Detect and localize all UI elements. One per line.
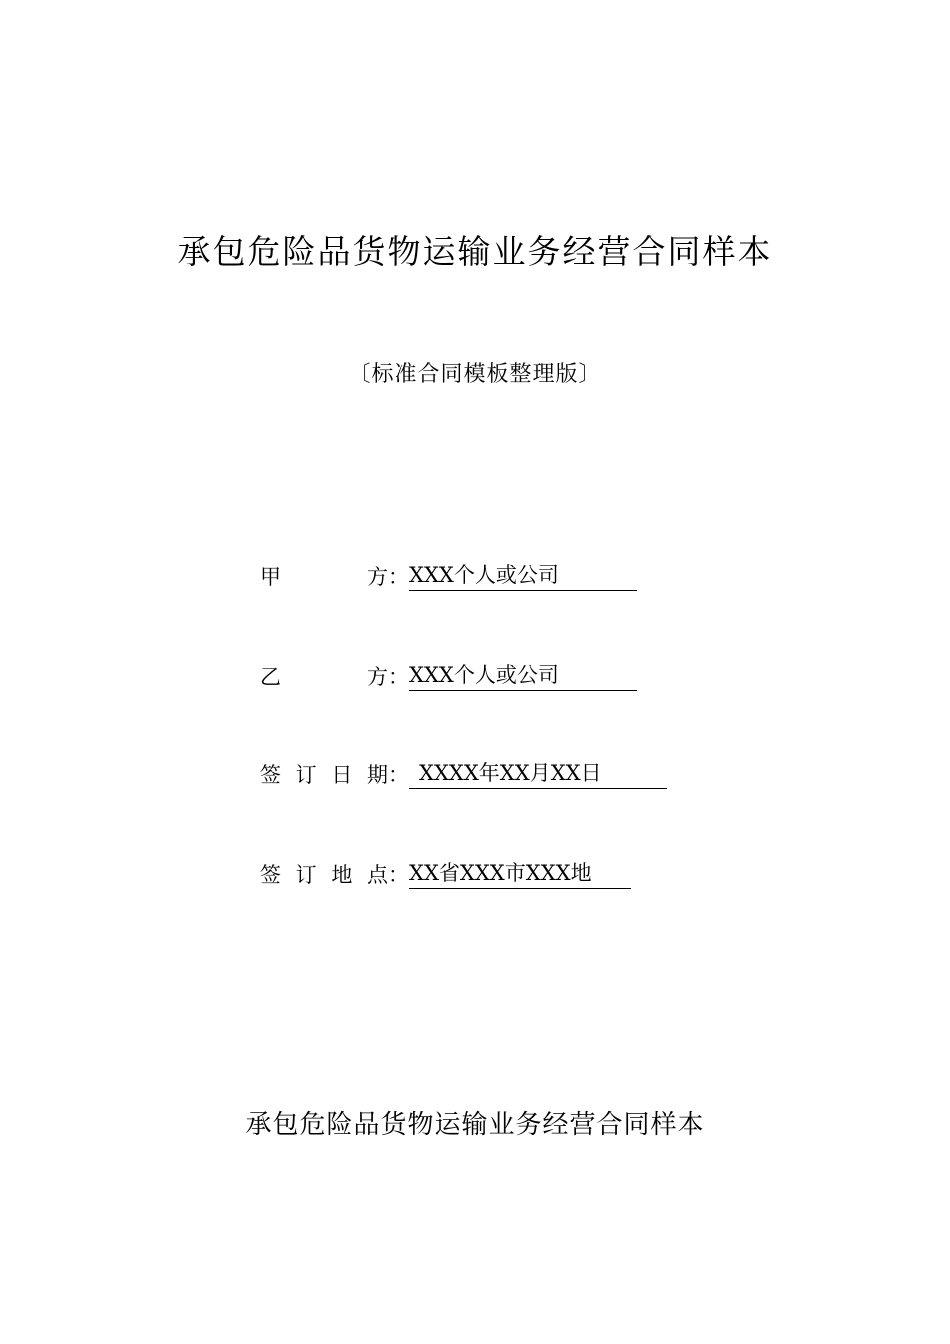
footer-title: 承包危险品货物运输业务经营合同样本 [245, 1110, 705, 1140]
signing-date-colon: ： [388, 763, 409, 787]
party-b-value: XXX个人或公司 [409, 660, 637, 691]
party-a-colon: ： [388, 565, 409, 589]
signing-date-field [260, 758, 667, 792]
party-a-field [260, 560, 637, 594]
signing-date-value: XXXX年XX月XX日 [409, 758, 667, 789]
party-b-field [260, 660, 637, 694]
party-a-label: 甲方 [260, 565, 388, 589]
document-title: 承包危险品货物运输业务经营合同样本 [177, 232, 773, 271]
party-b-colon: ： [388, 665, 409, 689]
signing-place-colon: ： [388, 863, 409, 887]
signing-place-label: 签订地点 [260, 863, 388, 887]
signing-place-value: XX省XXX市XXX地 [409, 858, 631, 889]
party-a-value: XXX个人或公司 [409, 560, 637, 591]
signing-date-label: 签订日期 [260, 763, 388, 787]
document-subtitle: 〔标准合同模板整理版〕 [348, 362, 602, 387]
party-b-label: 乙方 [260, 665, 388, 689]
signing-place-field [260, 858, 631, 892]
